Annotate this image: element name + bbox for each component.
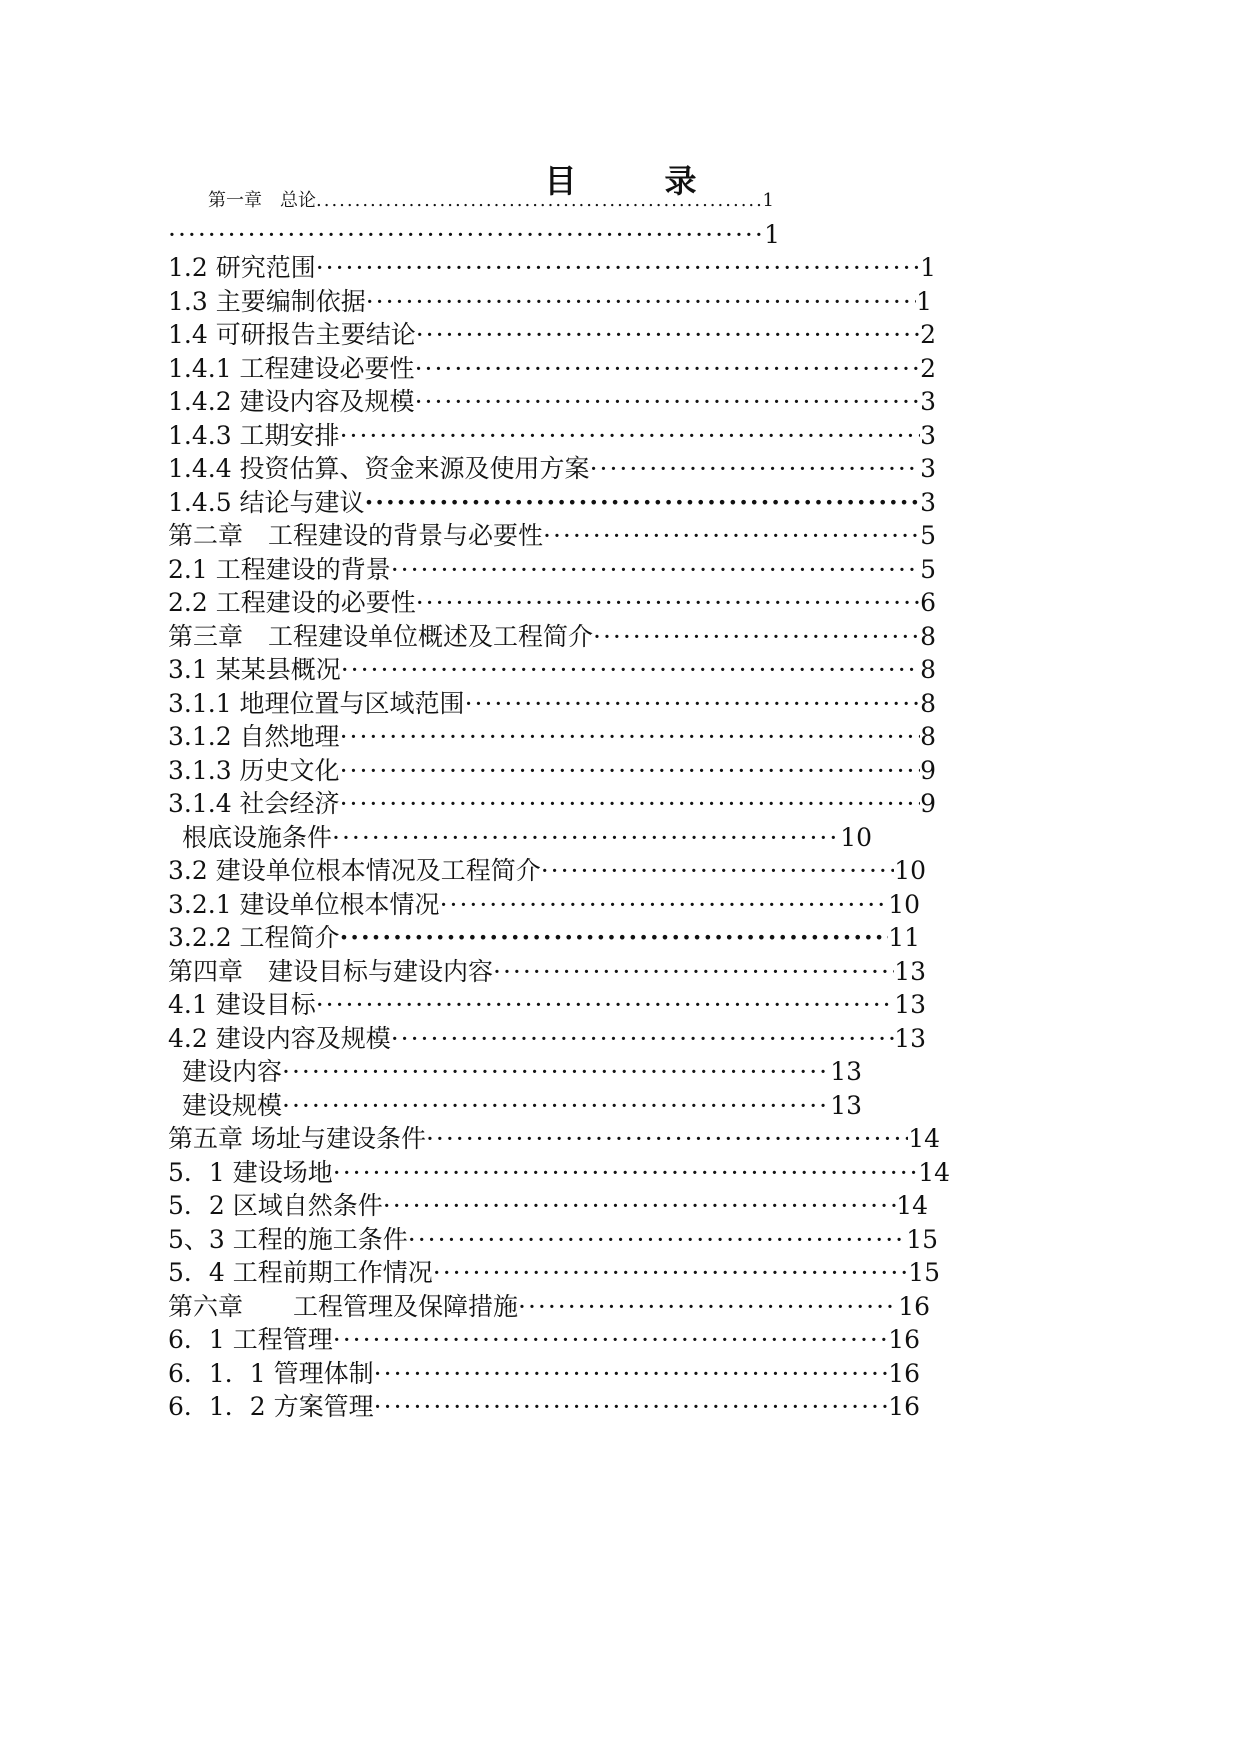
toc-entry-page-number: 3 [920, 454, 936, 483]
toc-entry [168, 987, 926, 1023]
toc-dot-leader [593, 619, 920, 655]
toc-entry-page-number: 1 [764, 220, 780, 249]
toc-entry-page-number: 2 [920, 354, 936, 383]
toc-dot-leader [415, 384, 921, 420]
toc-dot-leader [518, 1289, 898, 1325]
toc-dot-leader [433, 1255, 908, 1291]
toc-dot-leader [391, 552, 920, 588]
toc-entry-label: 5．1 建设场地 [168, 1158, 333, 1187]
toc-dot-leader [440, 887, 889, 923]
toc-entry-page-number: 13 [894, 957, 926, 986]
toc-entry [168, 920, 920, 956]
toc-entry-label: 5、3 工程的施工条件 [168, 1225, 408, 1254]
toc-entry [208, 188, 774, 214]
toc-entry-label: 第四章 建设目标与建设内容 [168, 957, 494, 986]
toc-entry [168, 1121, 940, 1157]
toc-dot-leader [465, 686, 921, 722]
toc-entry [168, 284, 932, 320]
toc-dot-leader [340, 920, 889, 956]
toc-dot-leader [493, 954, 894, 990]
toc-entry [168, 652, 936, 688]
toc-entry [168, 518, 936, 554]
toc-entry-label: 3.1.4 社会经济 [168, 789, 340, 818]
toc-entry-page-number: 16 [898, 1292, 930, 1321]
toc-title: 目 录 [544, 162, 725, 200]
toc-dot-leader [541, 853, 894, 889]
toc-entry-page-number: 16 [888, 1392, 920, 1421]
toc-entry-page-number: 9 [920, 756, 936, 785]
toc-entry [182, 1088, 862, 1124]
toc-entry-page-number: 11 [888, 923, 920, 952]
toc-entry-label: 4.1 建设目标 [168, 990, 316, 1019]
toc-entry-page-number: 6 [920, 588, 936, 617]
toc-entry-label: 3.1.3 历史文化 [168, 756, 340, 785]
toc-entry [168, 1322, 920, 1358]
toc-entry-label: 建设规模 [182, 1091, 283, 1120]
toc-dot-leader [374, 1389, 889, 1425]
toc-entry [168, 552, 936, 588]
toc-dot-leader [391, 1021, 894, 1057]
toc-entry [168, 384, 936, 420]
toc-dot-leader [282, 1088, 830, 1124]
toc-entry-label: 3.2.2 工程简介 [168, 923, 340, 952]
toc-entry-page-number: 1 [920, 253, 936, 282]
toc-entry [182, 1054, 862, 1090]
toc-dot-leader [416, 585, 920, 621]
toc-entry-page-number: 10 [894, 856, 926, 885]
toc-entry [168, 1021, 926, 1057]
toc-entry [168, 1289, 930, 1325]
toc-entry-label: 6．1．1 管理体制 [168, 1359, 374, 1388]
toc-dot-leader [316, 250, 920, 286]
toc-entry-page-number: 13 [894, 1024, 926, 1053]
toc-entry [168, 853, 926, 889]
toc-entry-label: 2.1 工程建设的背景 [168, 555, 391, 584]
toc-entry [168, 786, 936, 822]
toc-entry-page-number: 16 [888, 1325, 920, 1354]
toc-entry-page-number: 15 [908, 1258, 940, 1287]
toc-dot-leader [340, 719, 921, 755]
toc-entry-label: 第五章 场址与建设条件 [168, 1124, 426, 1153]
toc-entry-label: 4.2 建设内容及规模 [168, 1024, 391, 1053]
toc-entry [168, 1155, 950, 1191]
toc-entry [168, 1188, 928, 1224]
toc-entry-page-number: 14 [908, 1124, 940, 1153]
toc-entry-label: 3.1.1 地理位置与区域范围 [168, 689, 465, 718]
toc-entry-page-number: 10 [888, 890, 920, 919]
toc-entry-page-number: 14 [918, 1158, 950, 1187]
toc-entry [168, 719, 936, 755]
toc-dot-leader [415, 351, 921, 387]
toc-entry-page-number: 5 [920, 555, 936, 584]
toc-entry-label: 第一章 总论 [208, 190, 316, 211]
toc-dot-leader [340, 753, 921, 789]
toc-entry-label: 根底设施条件 [182, 823, 333, 852]
toc-entry-page-number: 8 [920, 655, 936, 684]
toc-entry-label: 第二章 工程建设的背景与必要性 [168, 521, 544, 550]
toc-entry-label: 1.2 研究范围 [168, 253, 316, 282]
toc-entry-label: 第三章 工程建设单位概述及工程简介 [168, 622, 594, 651]
toc-entry-label: 1.4.2 建设内容及规模 [168, 387, 415, 416]
toc-entry-label: 3.2 建设单位根本情况及工程简介 [168, 856, 541, 885]
toc-dot-leader [543, 518, 920, 554]
toc-entry [168, 317, 936, 353]
toc-dot-leader [168, 217, 764, 253]
toc-entry [168, 1356, 920, 1392]
toc-entry-page-number: 14 [896, 1191, 928, 1220]
toc-entry [168, 451, 936, 487]
toc-dot-leader [416, 317, 920, 353]
toc-entry-label: 1.4.4 投资估算、资金来源及使用方案 [168, 454, 590, 483]
toc-entry-label: 1.4.1 工程建设必要性 [168, 354, 415, 383]
toc-dot-leader [333, 1322, 888, 1358]
toc-entry-page-number: 2 [920, 320, 936, 349]
toc-entry [168, 753, 936, 789]
toc-entry-label: 2.2 工程建设的必要性 [168, 588, 416, 617]
toc-dot-leader [316, 987, 894, 1023]
toc-entry-label: 6．1 工程管理 [168, 1325, 333, 1354]
toc-entry-page-number: 8 [920, 622, 936, 651]
toc-entry [168, 887, 920, 923]
toc-entry-page-number: 10 [840, 823, 872, 852]
toc-entry-page-number: 3 [920, 488, 936, 517]
toc-dot-leader [590, 451, 921, 487]
toc-entry-page-number: 13 [830, 1057, 862, 1086]
toc-entry [168, 619, 936, 655]
toc-entry-label: 6．1．2 方案管理 [168, 1392, 374, 1421]
toc-entry [168, 954, 926, 990]
toc-entry [168, 250, 936, 286]
toc-dot-leader [365, 485, 921, 521]
toc-dot-leader [316, 188, 763, 214]
toc-entry [168, 585, 936, 621]
toc-entry-page-number: 8 [920, 722, 936, 751]
toc-dot-leader [383, 1188, 896, 1224]
toc-entry-page-number: 13 [894, 990, 926, 1019]
toc-entry-label: 3.1 某某县概况 [168, 655, 341, 684]
toc-entry-label: 1.4.3 工期安排 [168, 421, 340, 450]
toc-dot-leader [426, 1121, 908, 1157]
toc-dot-leader [340, 786, 921, 822]
toc-entry-page-number: 1 [916, 287, 932, 316]
toc-entry [168, 217, 780, 253]
toc-entry-label: 3.1.2 自然地理 [168, 722, 340, 751]
toc-entry-page-number: 1 [762, 190, 774, 211]
toc-entry-page-number: 5 [920, 521, 936, 550]
toc-entry [168, 1389, 920, 1425]
toc-entry-page-number: 3 [920, 387, 936, 416]
toc-dot-leader [340, 418, 921, 454]
toc-entry-label: 5．4 工程前期工作情况 [168, 1258, 433, 1287]
toc-dot-leader [333, 1155, 918, 1191]
toc-entry-page-number: 16 [888, 1359, 920, 1388]
toc-entry-label: 1.4 可研报告主要结论 [168, 320, 416, 349]
toc-entry [168, 686, 936, 722]
toc-dot-leader [341, 652, 920, 688]
toc-dot-leader [282, 1054, 830, 1090]
toc-entry-label: 1.3 主要编制依据 [168, 287, 366, 316]
toc-entry-page-number: 8 [920, 689, 936, 718]
toc-entry-page-number: 15 [906, 1225, 938, 1254]
toc-entry [168, 485, 936, 521]
toc-entry-label: 第六章 工程管理及保障措施 [168, 1292, 519, 1321]
toc-entry-page-number: 13 [830, 1091, 862, 1120]
toc-entry-label: 建设内容 [182, 1057, 283, 1086]
toc-entry-label: 1.4.5 结论与建议 [168, 488, 365, 517]
toc-entry [168, 351, 936, 387]
toc-entry [182, 820, 872, 856]
toc-dot-leader [332, 820, 840, 856]
toc-entry [168, 1222, 938, 1258]
toc-entry [168, 1255, 940, 1291]
toc-entry-page-number: 3 [920, 421, 936, 450]
toc-dot-leader [366, 284, 916, 320]
toc-entry [168, 418, 936, 454]
toc-entry-label: 5．2 区域自然条件 [168, 1191, 383, 1220]
toc-dot-leader [408, 1222, 906, 1258]
toc-entry-page-number: 9 [920, 789, 936, 818]
toc-dot-leader [374, 1356, 889, 1392]
toc-entry-label: 3.2.1 建设单位根本情况 [168, 890, 440, 919]
